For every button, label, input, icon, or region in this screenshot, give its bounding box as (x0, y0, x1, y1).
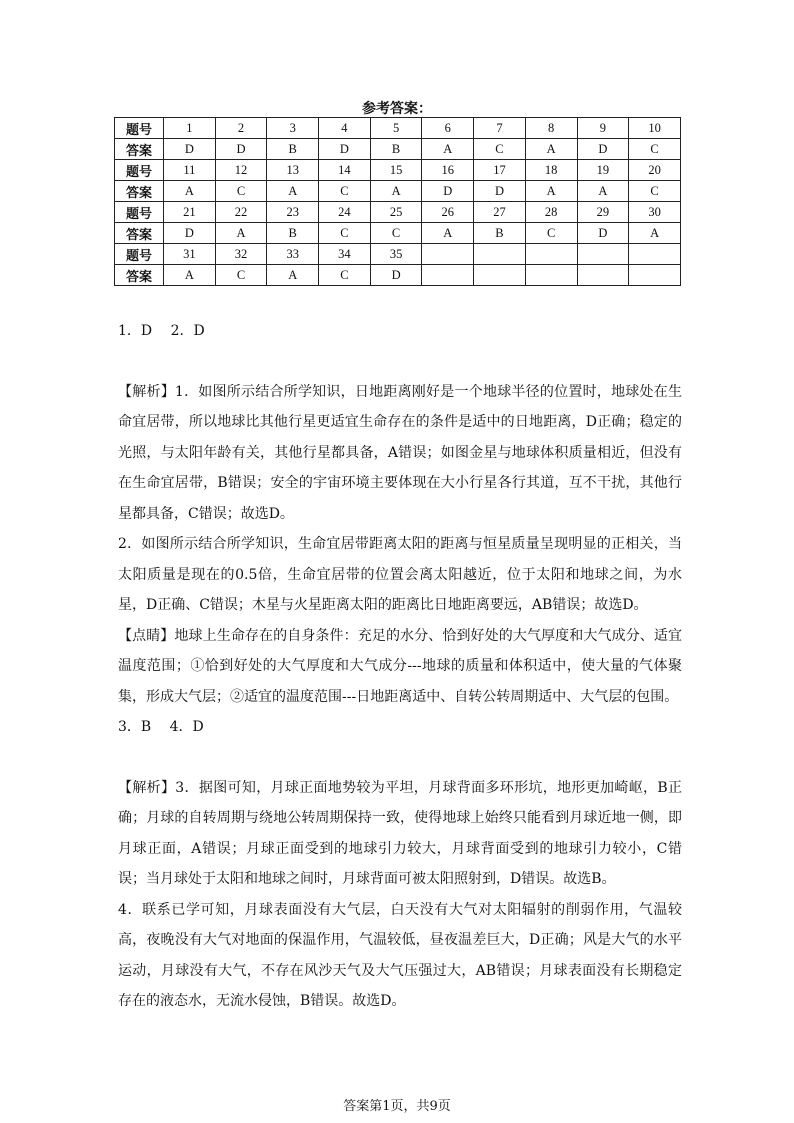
answer-cell: A (267, 265, 319, 286)
question-number-cell: 33 (267, 244, 319, 265)
question-number-cell: 12 (215, 160, 267, 181)
question-number-cell: 24 (319, 202, 371, 223)
answer-row-label: 答案 (115, 265, 164, 286)
question-number-cell: 30 (629, 202, 681, 223)
question-number-cell (577, 244, 629, 265)
answer-cell: B (370, 139, 422, 160)
question-number-cell (422, 244, 474, 265)
question-number-cell: 13 (267, 160, 319, 181)
answer-cell: D (474, 181, 526, 202)
answer-cell: C (525, 223, 577, 244)
question-number-cell: 35 (370, 244, 422, 265)
answer-cell: A (164, 265, 216, 286)
analysis-1: 【解析】1．如图所示结合所学知识，日地距离刚好是一个地球半径的位置时，地球处在生命宜居带，所以地球比其他行星更适宜生命存在的条件是适中的日地距离，D正确；稳定的光照，与太阳年龄有关，其他行星都具备，A错误；如图金星与地球体积质量相近，但没有在生命宜居带，B错误；安全的宇宙环境主要体现在大小行星各行其道，互不干扰，其他行星都具备，C错误；故选D。 (118, 383, 682, 522)
answer-cell (422, 265, 474, 286)
analysis-4: 4．联系已学可知，月球表面没有大气层，白天没有大气对太阳辐射的削弱作用，气温较高，夜晚没有大气对地面的保温作用，气温较低，昼夜温差巨大，D正确；风是大气的水平运动，月球没有大气，不存在风沙天气及大气压强过大，AB错误；月球表面没有长期稳定存在的液态水，无流水侵蚀，B错误。故选D。 (118, 901, 682, 1009)
answer-row-label: 答案 (115, 181, 164, 202)
question-number-cell (629, 244, 681, 265)
question-row-label: 题号 (115, 202, 164, 223)
answer-cell (474, 265, 526, 286)
question-number-cell: 8 (525, 118, 577, 139)
question-number-cell: 31 (164, 244, 216, 265)
question-row-label: 题号 (115, 160, 164, 181)
question-number-cell: 14 (319, 160, 371, 181)
question-number-cell: 7 (474, 118, 526, 139)
question-number-cell: 3 (267, 118, 319, 139)
answer-cell: D (422, 181, 474, 202)
question-number-cell (474, 244, 526, 265)
answer-cell: A (164, 181, 216, 202)
question-row (115, 160, 681, 181)
question-number-cell: 5 (370, 118, 422, 139)
answer-cell: C (629, 139, 681, 160)
answer-cell: C (215, 181, 267, 202)
analysis-2: 2．如图所示结合所学知识，生命宜居带距离太阳的距离与恒星质量呈现明显的正相关，当太阳质量是现在的0.5倍，生命宜居带的位置会离太阳越近，位于太阳和地球之间，为水星，D正确、C错误；木星与火星距离太阳的距离比日地距离要远，AB错误；故选D。 (118, 536, 682, 613)
question-row-label: 题号 (115, 118, 164, 139)
answer-cell: C (215, 265, 267, 286)
question-row (115, 202, 681, 223)
answer-cell: A (370, 181, 422, 202)
answer-cell: A (629, 223, 681, 244)
question-row (115, 244, 681, 265)
answer-cell: C (319, 223, 371, 244)
question-number-cell: 17 (474, 160, 526, 181)
page-title: 参考答案： (362, 101, 432, 117)
answer-row (115, 223, 681, 244)
answer-cell: D (215, 139, 267, 160)
question-number-cell: 22 (215, 202, 267, 223)
answer-cell (525, 265, 577, 286)
question-number-cell (525, 244, 577, 265)
question-number-cell: 26 (422, 202, 474, 223)
answer-cell (629, 265, 681, 286)
answer-cell: D (370, 265, 422, 286)
question-number-cell: 20 (629, 160, 681, 181)
answer-cell: A (422, 139, 474, 160)
answer-cell: D (164, 223, 216, 244)
answer-cell: B (267, 223, 319, 244)
answer-cell: A (267, 181, 319, 202)
answer-row-label: 答案 (115, 139, 164, 160)
answer-table (114, 117, 681, 286)
answer-row (115, 265, 681, 286)
answer-cell: A (422, 223, 474, 244)
question-number-cell: 32 (215, 244, 267, 265)
question-number-cell: 19 (577, 160, 629, 181)
question-number-cell: 28 (525, 202, 577, 223)
answer-cell: C (319, 181, 371, 202)
answer-cell: A (525, 181, 577, 202)
answer-cell: D (164, 139, 216, 160)
key-point: 【点睛】地球上生命存在的自身条件：充足的水分、恰到好处的大气厚度和大气成分、适宜温度范围；①恰到好处的大气厚度和大气成分---地球的质量和体积适中，使大量的气体聚集，形成大气层；②适宜的温度范围---日地距离适中、自转公转周期适中、大气层的包围。 (118, 627, 682, 705)
page-footer: 答案第1页，共9页 (343, 1099, 451, 1114)
answer-cell: B (267, 139, 319, 160)
answer-row-label: 答案 (115, 223, 164, 244)
answer-row (115, 139, 681, 160)
answer-cell: D (319, 139, 371, 160)
question-number-cell: 29 (577, 202, 629, 223)
answer-line-3-4: 3．B 4．D (118, 719, 204, 735)
question-number-cell: 1 (164, 118, 216, 139)
question-row-label: 题号 (115, 244, 164, 265)
answer-cell: A (525, 139, 577, 160)
question-number-cell: 34 (319, 244, 371, 265)
answer-cell: D (577, 139, 629, 160)
question-number-cell: 23 (267, 202, 319, 223)
question-number-cell: 16 (422, 160, 474, 181)
explanations (118, 316, 682, 1017)
question-number-cell: 11 (164, 160, 216, 181)
answer-cell: C (319, 265, 371, 286)
answer-cell: C (370, 223, 422, 244)
question-number-cell: 27 (474, 202, 526, 223)
question-number-cell: 2 (215, 118, 267, 139)
question-number-cell: 21 (164, 202, 216, 223)
question-number-cell: 18 (525, 160, 577, 181)
answer-cell (577, 265, 629, 286)
answer-cell: C (474, 139, 526, 160)
question-row (115, 118, 681, 139)
answer-row (115, 181, 681, 202)
answer-cell: B (474, 223, 526, 244)
question-number-cell: 25 (370, 202, 422, 223)
answer-line-1-2: 1．D 2．D (118, 323, 205, 339)
analysis-3: 【解析】3．据图可知，月球正面地势较为平坦，月球背面多环形坑，地形更加崎岖，B正确；月球的自转周期与绕地公转周期保持一致，使得地球上始终只能看到月球近地一侧，即月球正面，A错误；月球正面受到的地球引力较大，月球背面受到的地球引力较小，C错误；当月球处于太阳和地球之间时，月球背面可被太阳照射到，D错误。故选B。 (118, 779, 682, 887)
question-number-cell: 6 (422, 118, 474, 139)
question-number-cell: 9 (577, 118, 629, 139)
answer-cell: C (629, 181, 681, 202)
answer-cell: A (215, 223, 267, 244)
answer-cell: D (577, 223, 629, 244)
answer-cell: A (577, 181, 629, 202)
question-number-cell: 4 (319, 118, 371, 139)
question-number-cell: 15 (370, 160, 422, 181)
question-number-cell: 10 (629, 118, 681, 139)
